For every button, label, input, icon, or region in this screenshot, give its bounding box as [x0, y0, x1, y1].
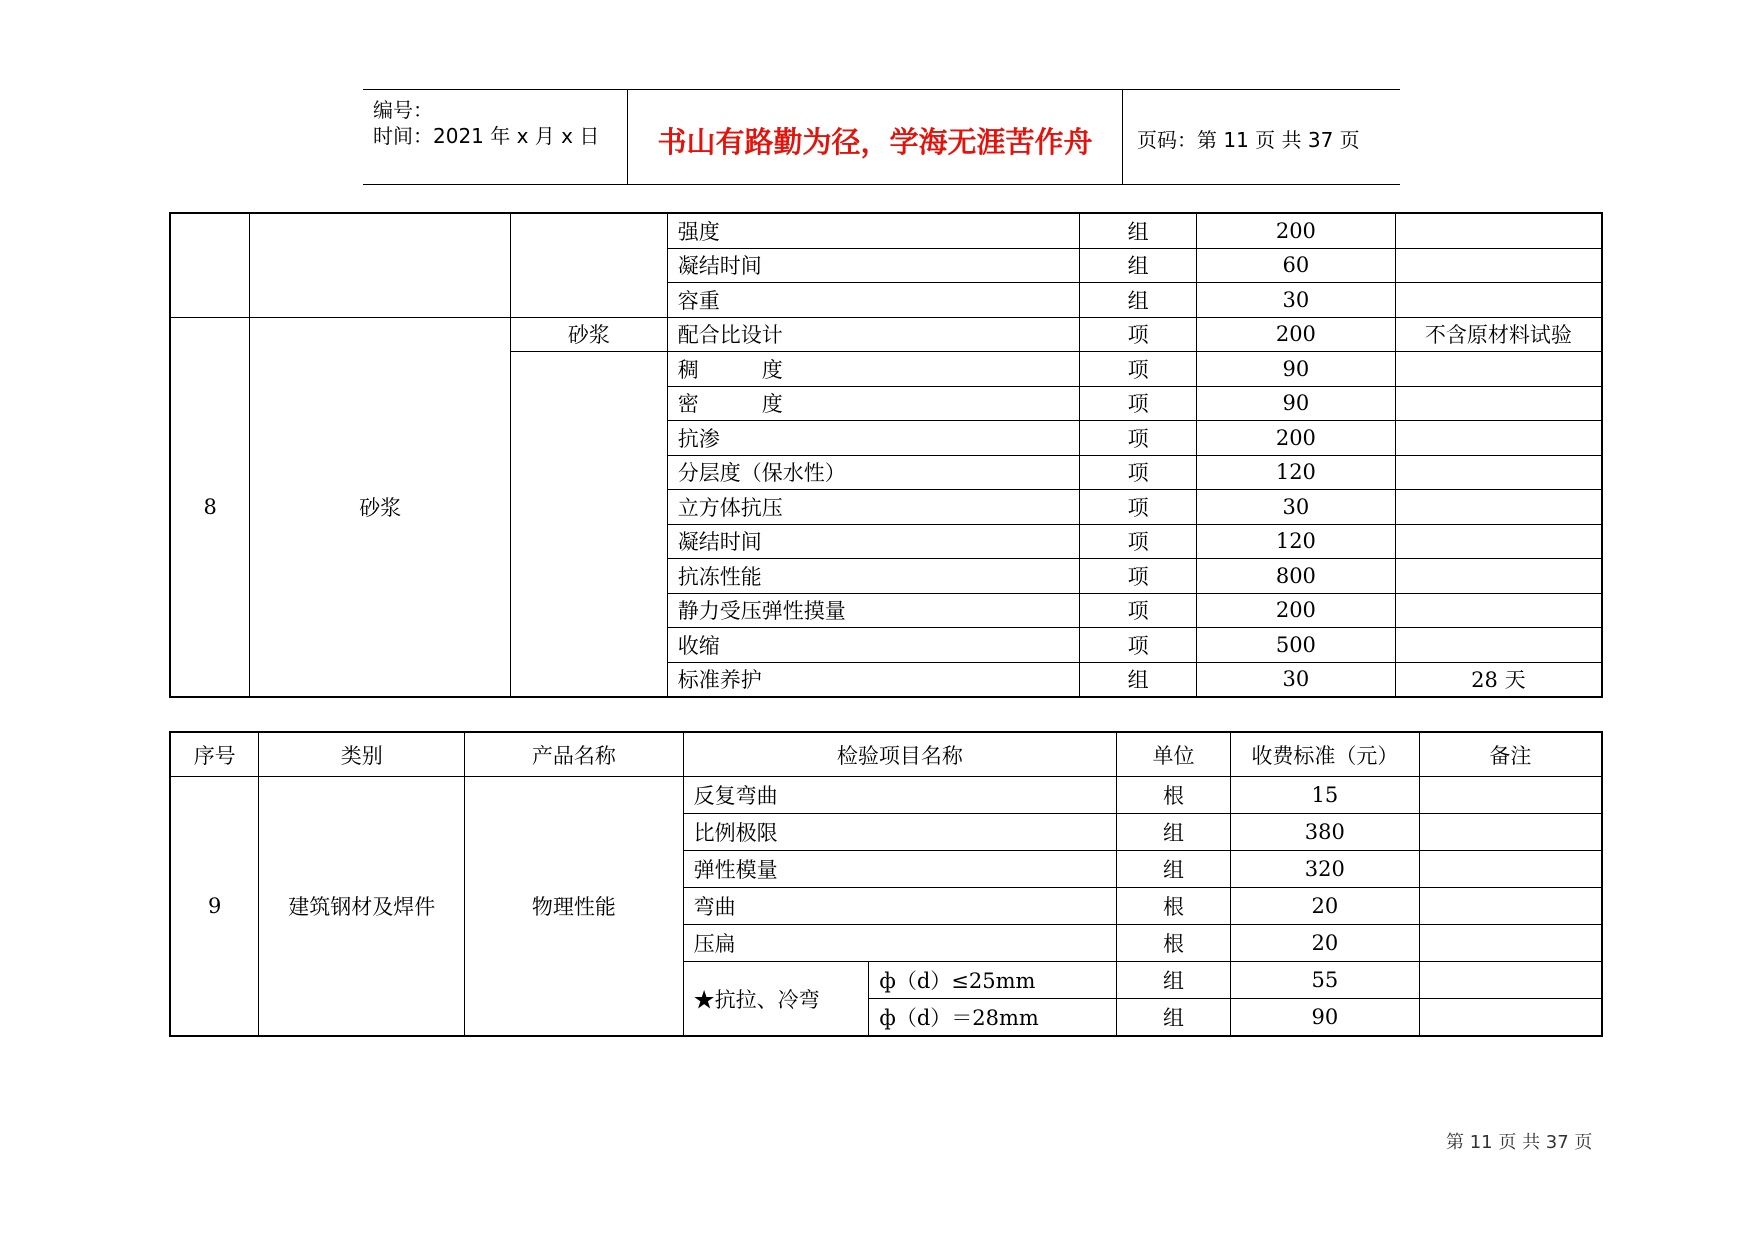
category: 建筑钢材及焊件 [259, 777, 465, 1037]
note [1395, 283, 1602, 318]
unit: 组 [1117, 814, 1231, 851]
header-slogan-cell [628, 90, 1123, 184]
header-no: 序号 [170, 732, 259, 777]
steel-fee-table [169, 731, 1603, 1037]
header-unit: 单位 [1117, 732, 1231, 777]
fee: 30 [1197, 283, 1396, 318]
unit: 组 [1117, 851, 1231, 888]
note [1419, 814, 1602, 851]
diameter-spec: ф（d）＝28mm [869, 999, 1117, 1037]
item-name: 分层度（保水性） [667, 455, 1079, 490]
unit: 组 [1080, 213, 1197, 248]
fee: 800 [1197, 559, 1396, 594]
item-name: 配合比设计 [667, 317, 1079, 352]
fee: 500 [1197, 628, 1396, 663]
document-header [363, 89, 1400, 185]
note [1419, 999, 1602, 1037]
note [1419, 851, 1602, 888]
unit: 组 [1080, 662, 1197, 697]
item-name: 稠 度 [667, 352, 1079, 387]
fee: 200 [1197, 317, 1396, 352]
product-name: 砂浆 [510, 317, 667, 352]
note [1395, 421, 1602, 456]
header-item: 检验项目名称 [683, 732, 1116, 777]
note [1395, 490, 1602, 525]
unit: 根 [1117, 925, 1231, 962]
number-label: 编号： [373, 98, 433, 122]
note [1395, 593, 1602, 628]
fee: 30 [1197, 490, 1396, 525]
note [1395, 559, 1602, 594]
unit: 项 [1080, 524, 1197, 559]
unit: 项 [1080, 628, 1197, 663]
note [1395, 455, 1602, 490]
mortar-fee-table [169, 212, 1603, 698]
item-name: 弹性模量 [683, 851, 1116, 888]
item-name: 凝结时间 [667, 524, 1079, 559]
row-number: 9 [170, 777, 259, 1037]
item-name: 弯曲 [683, 888, 1116, 925]
unit: 项 [1080, 593, 1197, 628]
unit: 项 [1080, 386, 1197, 421]
unit: 项 [1080, 490, 1197, 525]
diameter-spec: ф（d）≤25mm [869, 962, 1117, 999]
unit: 项 [1080, 352, 1197, 387]
tension-item: ★抗拉、冷弯 [683, 962, 869, 1037]
page-label: 页码：第 11 页 共 37 页 [1137, 128, 1360, 152]
note [1419, 962, 1602, 999]
header-note: 备注 [1419, 732, 1602, 777]
note [1395, 248, 1602, 283]
fee: 60 [1197, 248, 1396, 283]
fee: 55 [1230, 962, 1419, 999]
item-name: 比例极限 [683, 814, 1116, 851]
item-name: 反复弯曲 [683, 777, 1116, 814]
note [1395, 628, 1602, 663]
slogan: 书山有路勤为径，学海无涯苦作舟 [657, 125, 1093, 159]
fee: 320 [1230, 851, 1419, 888]
item-name: 静力受压弹性摸量 [667, 593, 1079, 628]
page-footer: 第 11 页 共 37 页 [1446, 1132, 1593, 1153]
note [1419, 925, 1602, 962]
table-row [170, 777, 1602, 814]
date-label: 时间：2021 年 x 月 x 日 [373, 124, 600, 148]
item-name: 强度 [667, 213, 1079, 248]
unit: 项 [1080, 317, 1197, 352]
table-header-row [170, 732, 1602, 777]
fee: 90 [1197, 352, 1396, 387]
item-name: 标准养护 [667, 662, 1079, 697]
header-page-cell [1123, 90, 1400, 184]
row-number: 8 [170, 317, 250, 697]
fee: 120 [1197, 455, 1396, 490]
unit: 组 [1117, 999, 1231, 1037]
header-fee: 收费标准（元） [1230, 732, 1419, 777]
unit: 根 [1117, 888, 1231, 925]
unit: 项 [1080, 455, 1197, 490]
item-name: 容重 [667, 283, 1079, 318]
item-name: 立方体抗压 [667, 490, 1079, 525]
unit: 项 [1080, 421, 1197, 456]
item-name: 收缩 [667, 628, 1079, 663]
item-name: 密 度 [667, 386, 1079, 421]
fee: 15 [1230, 777, 1419, 814]
fee: 200 [1197, 421, 1396, 456]
fee: 20 [1230, 925, 1419, 962]
note [1419, 777, 1602, 814]
fee: 90 [1230, 999, 1419, 1037]
header-meta [363, 90, 628, 184]
note: 不含原材料试验 [1395, 317, 1602, 352]
unit: 组 [1080, 283, 1197, 318]
table-row [170, 213, 1602, 248]
item-name: 压扁 [683, 925, 1116, 962]
note [1419, 888, 1602, 925]
item-name: 抗渗 [667, 421, 1079, 456]
fee: 200 [1197, 213, 1396, 248]
note [1395, 386, 1602, 421]
unit: 项 [1080, 559, 1197, 594]
header-category: 类别 [259, 732, 465, 777]
unit: 根 [1117, 777, 1231, 814]
item-name: 凝结时间 [667, 248, 1079, 283]
fee: 90 [1197, 386, 1396, 421]
category: 砂浆 [250, 317, 511, 697]
note [1395, 213, 1602, 248]
fee: 200 [1197, 593, 1396, 628]
unit: 组 [1080, 248, 1197, 283]
note [1395, 524, 1602, 559]
note [1395, 352, 1602, 387]
fee: 30 [1197, 662, 1396, 697]
product-name: 物理性能 [465, 777, 684, 1037]
item-name: 抗冻性能 [667, 559, 1079, 594]
fee: 20 [1230, 888, 1419, 925]
note: 28 天 [1395, 662, 1602, 697]
fee: 380 [1230, 814, 1419, 851]
fee: 120 [1197, 524, 1396, 559]
table-row [170, 317, 1602, 352]
unit: 组 [1117, 962, 1231, 999]
header-product: 产品名称 [465, 732, 684, 777]
